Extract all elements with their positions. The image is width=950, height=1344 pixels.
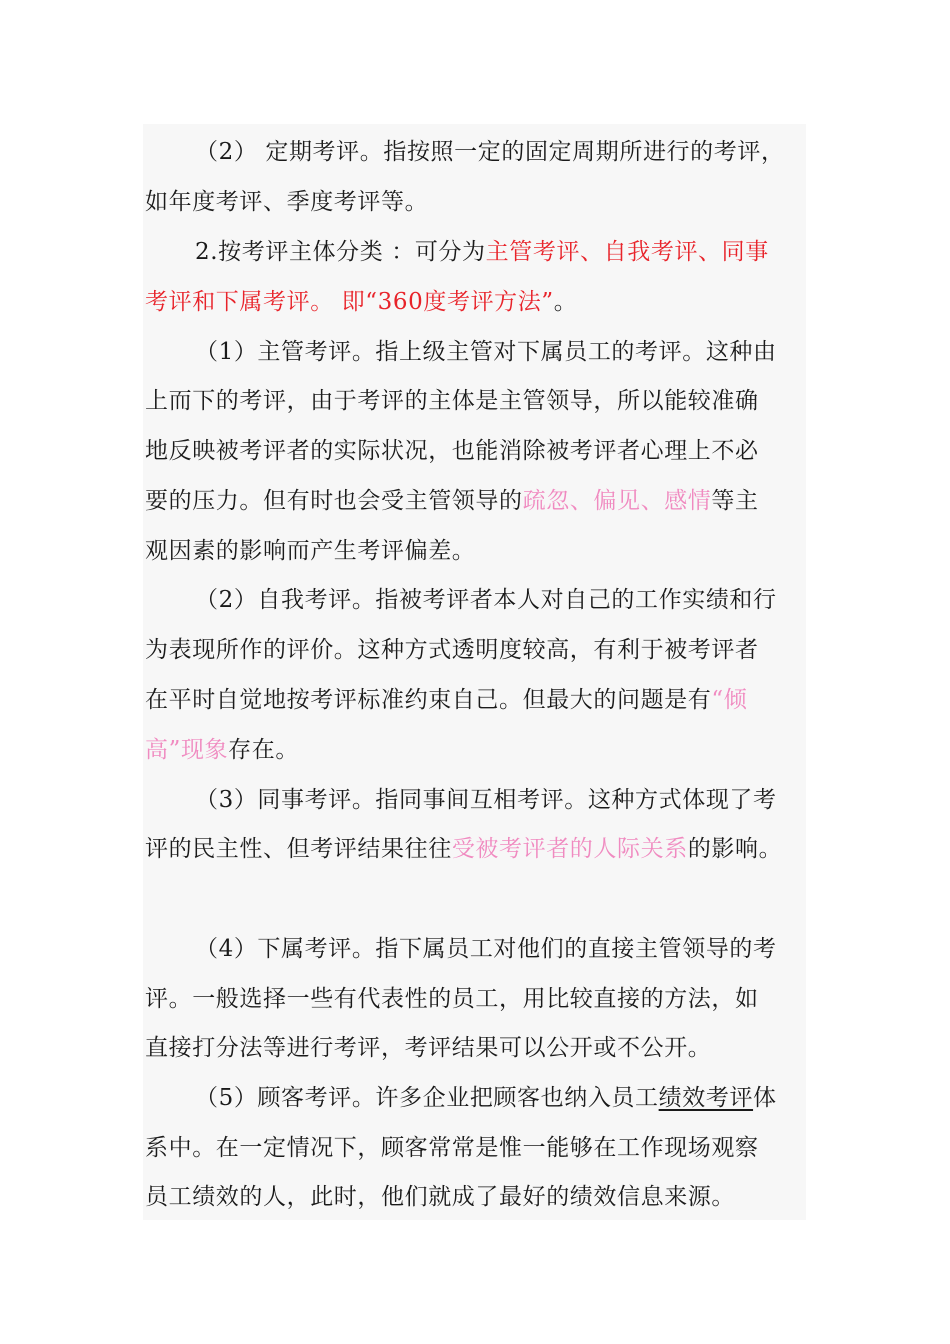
highlighted-text: 高”现象 xyxy=(145,737,229,763)
highlighted-text: 考评和下属考评。 即“360度考评方法” xyxy=(145,289,554,315)
text-line: 地反映被考评者的实际状况，也能消除被考评者心理上不必 xyxy=(145,438,759,464)
underlined-link[interactable]: 绩效考评 xyxy=(658,1085,754,1111)
text-line: （3）同事考评。指同事间互相考评。这种方式体现了考 xyxy=(195,787,777,813)
text-line: 为表现所作的评价。这种方式透明度较高，有利于被考评者 xyxy=(145,637,759,663)
text-line: （4）下属考评。指下属员工对他们的直接主管领导的考 xyxy=(195,936,777,962)
text-line: （2） 定期考评。指按照一定的固定周期所进行的考评， xyxy=(195,139,785,165)
text-line: 上而下的考评，由于考评的主体是主管领导，所以能较准确 xyxy=(145,388,759,414)
text-line: （5）顾客考评。许多企业把顾客也纳入员工绩效考评体 xyxy=(195,1085,777,1111)
text-line: 观因素的影响而产生考评偏差。 xyxy=(145,538,476,564)
text-line: 员工绩效的人，此时，他们就成了最好的绩效信息来源。 xyxy=(145,1184,735,1210)
text-line: 评。一般选择一些有代表性的员工，用比较直接的方法，如 xyxy=(145,986,759,1012)
text-line: 要的压力。但有时也会受主管领导的疏忽、偏见、感情等主 xyxy=(145,488,759,514)
text-line: （2）自我考评。指被考评者本人对自己的工作实绩和行 xyxy=(195,587,777,613)
text-line: 2.按考评主体分类 ：可分为主管考评、自我考评、同事 xyxy=(195,239,769,265)
highlighted-text: 主管考评、自我考评、同事 xyxy=(485,239,769,265)
text-line: 评的民主性、但考评结果往往受被考评者的人际关系的影响。 xyxy=(145,836,783,862)
text-line: 系中。在一定情况下，顾客常常是惟一能够在工作现场观察 xyxy=(145,1135,759,1161)
highlighted-text: 疏忽、偏见、感情 xyxy=(522,488,712,514)
text-line: （1）主管考评。指上级主管对下属员工的考评。这种由 xyxy=(195,339,777,365)
text-line: 高”现象存在。 xyxy=(145,737,299,763)
text-line: 在平时自觉地按考评标准约束自己。但最大的问题是有“倾 xyxy=(145,687,748,713)
highlighted-text: 受被考评者的人际关系 xyxy=(451,836,688,862)
text-line: 直接打分法等进行考评，考评结果可以公开或不公开。 xyxy=(145,1035,712,1061)
highlighted-text: “倾 xyxy=(711,687,748,713)
text-line: 如年度考评、季度考评等。 xyxy=(145,189,429,215)
text-line: 考评和下属考评。 即“360度考评方法”。 xyxy=(145,289,578,315)
